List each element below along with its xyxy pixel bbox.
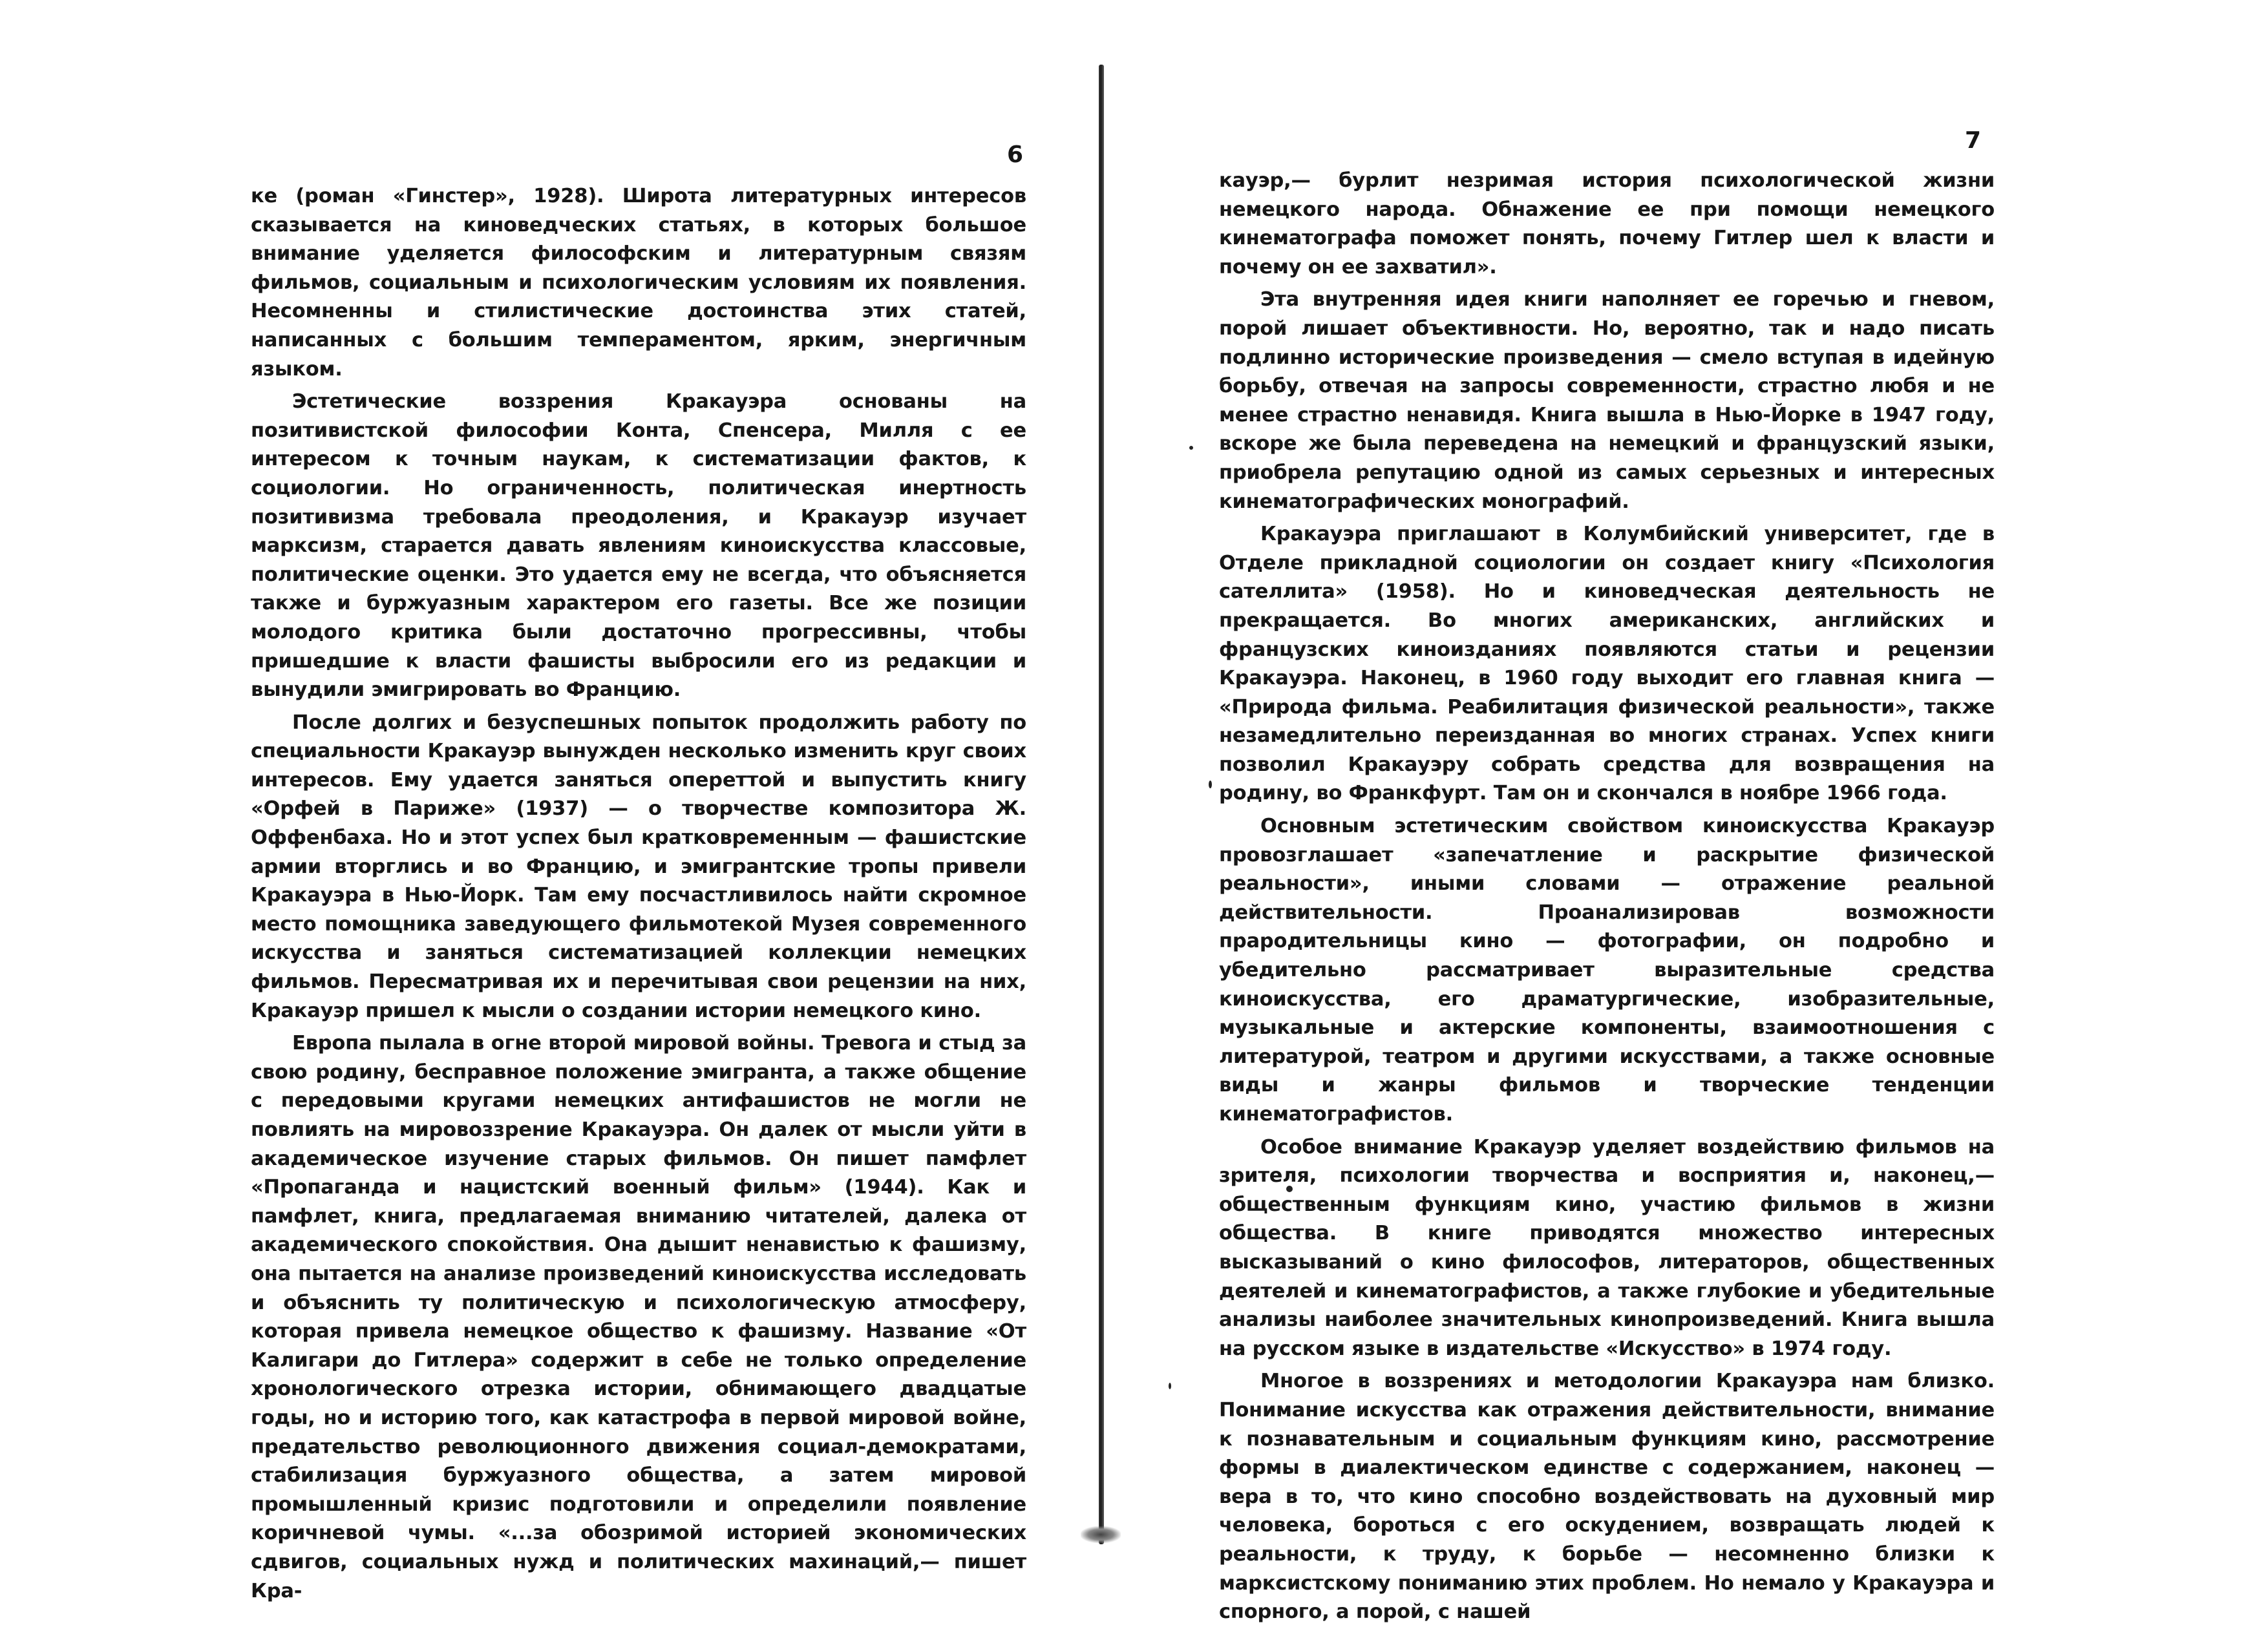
paragraph: кауэр,— бурлит незримая история психологической жизни немецкого народа. Обнажение ее при помощи немецкого кинематографа поможет понять, почему Гитлер шел к власти и почему он ее захватил».: [1219, 169, 1995, 278]
paragraph: Кракауэра приглашают в Колумбийский университет, где в Отделе прикладной социологии он создает книгу «Психология сателлита» (1958). Но и киноведческая деятельность не прекращается. Во многих американских, английских и французских киноизданиях появляются статьи и рецензии Кракауэра. Наконец, в 1960 году выходит его главная книга — «Природа фильма. Реабилитация физической реальности», также незамедлительно переизданная во многих странах. Успех книги позволил Кракауэру собрать средства для возвращения на родину, во Франкфурт. Там он и скончался в ноябре 1966 года.: [1219, 523, 1995, 805]
page-number-left: 6: [1007, 142, 1024, 168]
paragraph: Эта внутренняя идея книги наполняет ее горечью и гневом, порой лишает объективности. Но, вероятно, так и надо писать подлинно исторические произведения — смело вступая в идейную борьбу, отвечая на запросы современности, страстно любя и не менее страстно ненавидя. Книга вышла в Нью-Йорке в 1947 году, вскоре же была переведена на немецкий и французский языки, приобрела репутацию одной из самых серьезных и интересных кинематографических монографий.: [1219, 288, 1995, 513]
paragraph: Многое в воззрениях и методологии Кракауэра нам близко. Понимание искусства как отражения действительности, внимание к познавательным и социальным функциям кино, рассмотрение формы в диалектическом единстве с содержанием, наконец — вера в то, что кино способно воздействовать на духовный мир человека, бороться с его оскудением, возвращать людей к реальности, к труду, к борьбе — несомненно близки к марксистскому пониманию этих проблем. Но немало у Кракауэра и спорного, а порой, с нашей: [1219, 1370, 1995, 1624]
book-spine-gutter: [1099, 65, 1104, 1544]
left-text-column: [251, 182, 1026, 1606]
paragraph: Основным эстетическим свойством киноискусства Кракауэр провозглашает «запечатление и раскрытие физической реальности», иными словами — отражение реальной действительности. Проанализировав возможности прародительницы кино — фотографии, он подробно и убедительно рассматривает выразительные средства киноискусства, его драматургические, изобразительные, музыкальные и актерские компоненты, взаимоотношения с литературой, театром и другими искусствами, а также основные виды и жанры фильмов и творческие тенденции кинематографистов.: [1219, 815, 1995, 1126]
left-page: [0, 0, 1112, 1602]
paragraph: ке (роман «Гинстер», 1928). Широта литературных интересов сказывается на киноведческих статьях, в которых большое внимание уделяется философским и литературным связям фильмов, социальным и психологическим условиям их появления. Несомненны и стилистические достоинства этих статей, написанных с большим темпераментом, ярким, энергичным языком.: [251, 185, 1026, 381]
right-text-column: [1219, 167, 1995, 1627]
right-page: [1112, 0, 2268, 1624]
paragraph: После долгих и безуспешных попыток продолжить работу по специальности Кракауэр вынужден несколько изменить круг своих интересов. Ему удается заняться опереттой и выпустить книгу «Орфей в Париже» (1937) — о творчестве композитора Ж. Оффенбаха. Но и этот успех был кратковременным — фашистские армии вторглись и во Францию, и эмигрантские тропы привели Кракауэра в Нью-Йорк. Там ему посчастливилось найти скромное место помощника заведующего фильмотекой Музея современного искусства и заняться систематизацией коллекции немецких фильмов. Пересматривая их и перечитывая свои рецензии на них, Кракауэр пришел к мысли о создании истории немецкого кино.: [251, 711, 1026, 1022]
paragraph: Европа пылала в огне второй мировой войны. Тревога и стыд за свою родину, бесправное положение эмигранта, а также общение с передовыми кругами немецких антифашистов не могли не повлиять на мировоззрение Кракауэра. Он далек от мысли уйти в академическое изучение старых фильмов. Он пишет памфлет «Пропаганда и нацистский военный фильм» (1944). Как и памфлет, книга, предлагаемая вниманию читателей, далека от академического спокойствия. Она дышит ненавистью к фашизму, она пытается на анализе произведений киноискусства исследовать и объяснить ту политическую и психологическую атмосферу, которая привела немецкое общество к фашизму. Название «От Калигари до Гитлера» содержит в себе не только определение хронологического отрезка истории, обнимающего двадцатые годы, но и историю того, как катастрофа в первой мировой войне, предательство революционного движения социал-демократами, стабилизация буржуазного общества, а затем мировой промышленный кризис подготовили и определили появление коричневой чумы. «...за обозримой историей экономических сдвигов, социальных нужд и политических махинаций,— пишет Кра-: [251, 1032, 1026, 1602]
paragraph: Особое внимание Кракауэр уделяет воздействию фильмов на зрителя, психологии творчества и восприятия и, наконец,— общественным функциям кино, участию фильмов в жизни общества. В книге приводятся множество интересных высказываний о кино философов, литераторов, общественных деятелей и кинематографистов, а также глубокие и убедительные анализы наиболее значительных кинопроизведений. Книга вышла на русском языке в издательстве «Искусство» в 1974 году.: [1219, 1135, 1995, 1360]
paragraph: Эстетические воззрения Кракауэра основаны на позитивистской философии Конта, Спенсера, Милля с ее интересом к точным наукам, к систематизации фактов, к социологии. Но ограниченность, политическая инертность позитивизма требовала преодоления, и Кракауэр изучает марксизм, старается давать явлениям киноискусства классовые, политические оценки. Это удается ему не всегда, что объясняется также и буржуазным характером его газеты. Все же позиции молодого критика были достаточно прогрессивны, чтобы пришедшие к власти фашисты выбросили его из редакции и вынудили эмигрировать во Францию.: [251, 390, 1026, 702]
page-number-right: 7: [1965, 127, 1982, 154]
